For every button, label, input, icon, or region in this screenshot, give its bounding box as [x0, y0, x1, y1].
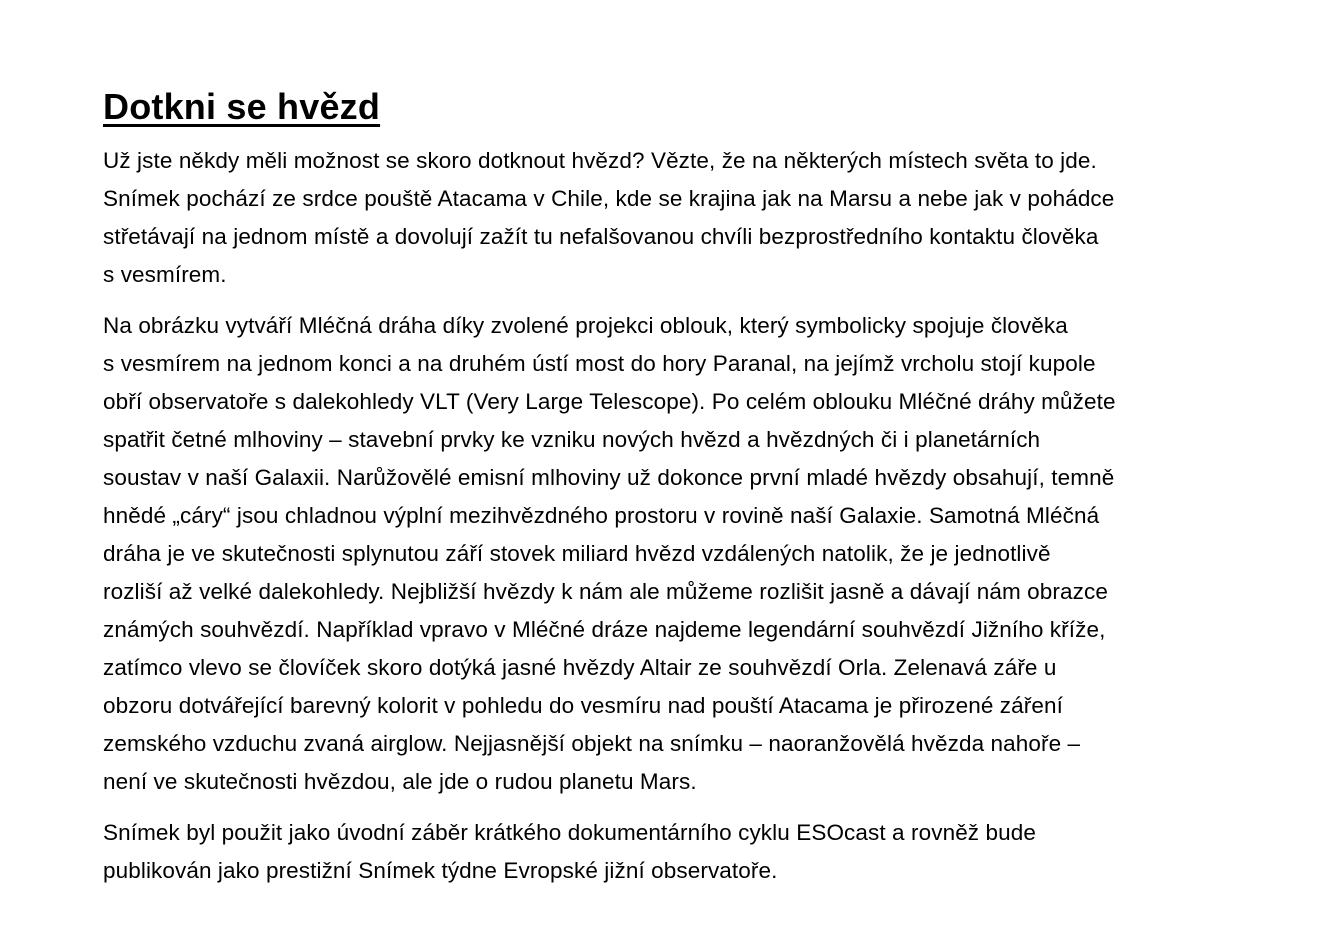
text-line: střetávají na jednom místě a dovolují zažít tu nefalšovanou chvíli bezprostředního kontaktu člověka — [103, 224, 1099, 249]
text-line: publikován jako prestižní Snímek týdne Evropské jižní observatoře. — [103, 858, 778, 883]
text-line: obří observatoře s dalekohledy VLT (Very Large Telescope). Po celém oblouku Mléčné dráhy můžete — [103, 389, 1116, 414]
text-line: s vesmírem. — [103, 262, 227, 287]
text-line: soustav v naší Galaxii. Narůžovělé emisní mlhoviny už dokonce první mladé hvězdy obsahují, temně — [103, 465, 1115, 490]
paragraph-usage — [103, 814, 1278, 890]
paragraph-description — [103, 307, 1278, 801]
text-line: není ve skutečnosti hvězdou, ale jde o rudou planetu Mars. — [103, 769, 697, 794]
text-line: dráha je ve skutečnosti splynutou září stovek miliard hvězd vzdálených natolik, že je jednotlivě — [103, 541, 1051, 566]
text-line: zemského vzduchu zvaná airglow. Nejjasnější objekt na snímku – naoranžovělá hvězda nahoře – — [103, 731, 1081, 756]
text-line: Snímek byl použit jako úvodní záběr krátkého dokumentárního cyklu ESOcast a rovněž bude — [103, 820, 1036, 845]
text-line: zatímco vlevo se človíček skoro dotýká jasné hvězdy Altair ze souhvězdí Orla. Zelenavá záře u — [103, 655, 1057, 680]
text-line: Snímek pochází ze srdce pouště Atacama v Chile, kde se krajina jak na Marsu a nebe jak v pohádce — [103, 186, 1115, 211]
document-title: Dotkni se hvězd — [103, 86, 381, 127]
text-line: rozliší až velké dalekohledy. Nejbližší hvězdy k nám ale můžeme rozlišit jasně a dávají nám obrazce — [103, 579, 1108, 604]
document-page — [103, 84, 1278, 903]
text-line: známých souhvězdí. Například vpravo v Mléčné dráze najdeme legendární souhvězdí Jižního kříže, — [103, 617, 1106, 642]
text-line: Na obrázku vytváří Mléčná dráha díky zvolené projekci oblouk, který symbolicky spojuje člověka — [103, 313, 1068, 338]
text-line: obzoru dotvářející barevný kolorit v pohledu do vesmíru nad pouští Atacama je přirozené záření — [103, 693, 1063, 718]
text-line: spatřit četné mlhoviny – stavební prvky ke vzniku nových hvězd a hvězdných či i planetárních — [103, 427, 1041, 452]
text-line: Už jste někdy měli možnost se skoro dotknout hvězd? Vězte, že na některých místech světa to jde. — [103, 148, 1097, 173]
paragraph-intro — [103, 142, 1278, 294]
text-line: s vesmírem na jednom konci a na druhém ústí most do hory Paranal, na jejímž vrcholu stojí kupole — [103, 351, 1096, 376]
text-line: hnědé „cáry“ jsou chladnou výplní mezihvězdného prostoru v rovině naší Galaxie. Samotná Mléčná — [103, 503, 1100, 528]
